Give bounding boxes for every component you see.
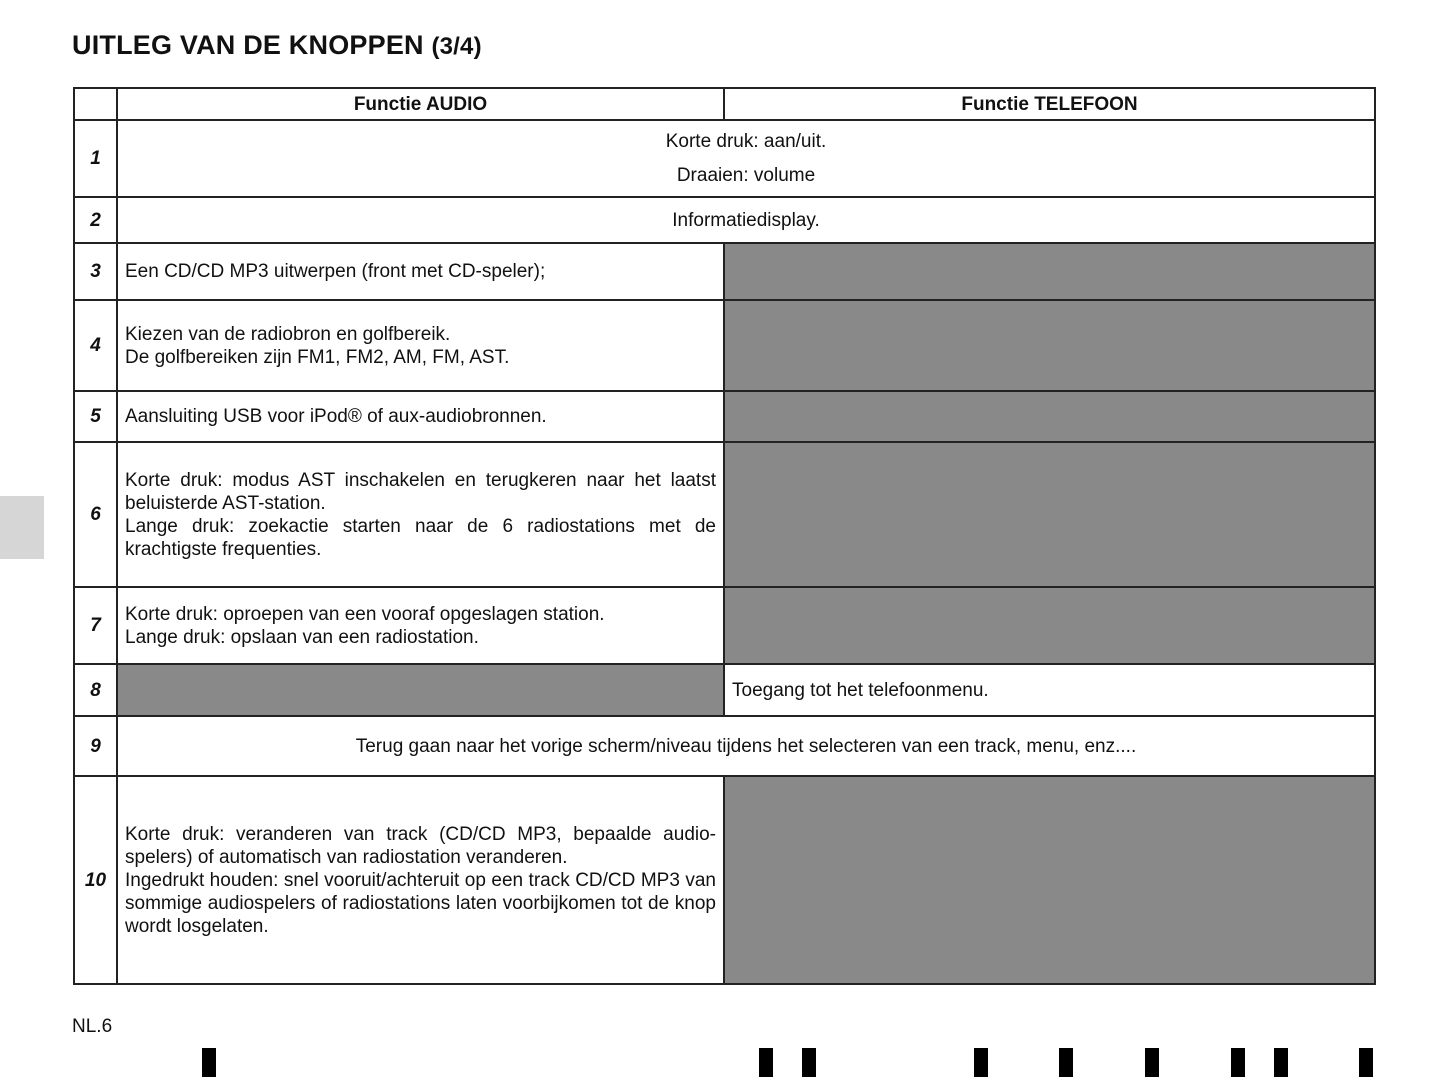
row-number: 4 bbox=[74, 300, 117, 391]
audio-function-text: Een CD/CD MP3 uitwerpen (front met CD-speler); bbox=[125, 261, 546, 282]
audio-function-cell bbox=[117, 587, 724, 664]
print-crop-mark bbox=[1145, 1048, 1159, 1077]
table-row bbox=[74, 391, 1375, 442]
phone-function-empty-cell bbox=[724, 300, 1375, 391]
audio-function-text: Korte druk: oproepen van een vooraf opgeslagen station. bbox=[125, 603, 605, 625]
page-title-main: UITLEG VAN DE KNOPPEN bbox=[72, 30, 424, 60]
page-title-part: (3/4) bbox=[431, 33, 482, 60]
table-row bbox=[74, 120, 1375, 197]
audio-function-cell bbox=[117, 776, 724, 984]
phone-function-empty-cell bbox=[724, 243, 1375, 300]
table-row bbox=[74, 587, 1375, 664]
audio-function-cell bbox=[117, 391, 724, 442]
audio-function-text: Kiezen van de radiobron en golfbereik. bbox=[125, 323, 451, 345]
row-number: 10 bbox=[74, 776, 117, 984]
table-row bbox=[74, 716, 1375, 776]
table-row bbox=[74, 243, 1375, 300]
print-crop-mark bbox=[1274, 1048, 1288, 1077]
phone-function-empty-cell bbox=[724, 776, 1375, 984]
audio-function-cell bbox=[117, 243, 724, 300]
header-audio: Functie AUDIO bbox=[117, 88, 724, 120]
row-number: 1 bbox=[74, 120, 117, 197]
header-phone: Functie TELEFOON bbox=[724, 88, 1375, 120]
page-number: NL.6 bbox=[72, 1016, 113, 1037]
function-text: Draaien: volume bbox=[676, 164, 816, 186]
phone-function-empty-cell bbox=[724, 391, 1375, 442]
print-crop-mark bbox=[202, 1048, 216, 1077]
audio-function-text: Ingedrukt houden: snel vooruit/achteruit op een track CD/CD MP3 van sommige audiospelers of radiostations laten voorbijkomen tot de knop wordt losgelaten. bbox=[125, 869, 716, 937]
table-header-row bbox=[74, 88, 1375, 120]
print-crop-mark bbox=[802, 1048, 816, 1077]
merged-function-cell bbox=[117, 120, 1375, 197]
table-row bbox=[74, 300, 1375, 391]
audio-function-cell bbox=[117, 442, 724, 587]
row-number: 9 bbox=[74, 716, 117, 776]
audio-function-text: Lange druk: zoekactie starten naar de 6 radiostations met de krachtigste frequenties. bbox=[125, 515, 716, 560]
print-crop-mark bbox=[974, 1048, 988, 1077]
header-number-cell bbox=[74, 88, 117, 120]
button-function-table bbox=[73, 87, 1376, 985]
section-side-tab bbox=[0, 496, 44, 559]
print-crop-mark bbox=[1059, 1048, 1073, 1077]
audio-function-text: Aansluiting USB voor iPod® of aux-audiobronnen. bbox=[125, 406, 547, 427]
merged-function-cell: Terug gaan naar het vorige scherm/niveau tijdens het selecteren van een track, menu, enz.... bbox=[117, 716, 1375, 776]
print-crop-mark bbox=[759, 1048, 773, 1077]
phone-function-empty-cell bbox=[724, 587, 1375, 664]
table-row bbox=[74, 776, 1375, 984]
audio-function-empty-cell bbox=[117, 664, 724, 716]
audio-function-text: Lange druk: opslaan van een radiostation. bbox=[125, 626, 479, 648]
row-number: 2 bbox=[74, 197, 117, 243]
merged-function-cell: Informatiedisplay. bbox=[117, 197, 1375, 243]
phone-function-cell: Toegang tot het telefoonmenu. bbox=[724, 664, 1375, 716]
function-text: Korte druk: aan/uit. bbox=[665, 130, 827, 152]
table-row bbox=[74, 664, 1375, 716]
audio-function-cell bbox=[117, 300, 724, 391]
row-number: 6 bbox=[74, 442, 117, 587]
table-row bbox=[74, 197, 1375, 243]
print-crop-mark bbox=[1231, 1048, 1245, 1077]
phone-function-empty-cell bbox=[724, 442, 1375, 587]
row-number: 7 bbox=[74, 587, 117, 664]
page-title bbox=[72, 30, 482, 61]
row-number: 8 bbox=[74, 664, 117, 716]
audio-function-text: Korte druk: veranderen van track (CD/CD MP3, bepaalde audio-spelers) of automatisch van radiostation veranderen. bbox=[125, 823, 716, 868]
row-number: 5 bbox=[74, 391, 117, 442]
row-number: 3 bbox=[74, 243, 117, 300]
audio-function-text: Korte druk: modus AST inschakelen en terugkeren naar het laatst beluisterde AST-station. bbox=[125, 469, 716, 514]
print-crop-mark bbox=[1359, 1048, 1373, 1077]
audio-function-text: De golfbereiken zijn FM1, FM2, AM, FM, AST. bbox=[125, 346, 510, 368]
table-row bbox=[74, 442, 1375, 587]
